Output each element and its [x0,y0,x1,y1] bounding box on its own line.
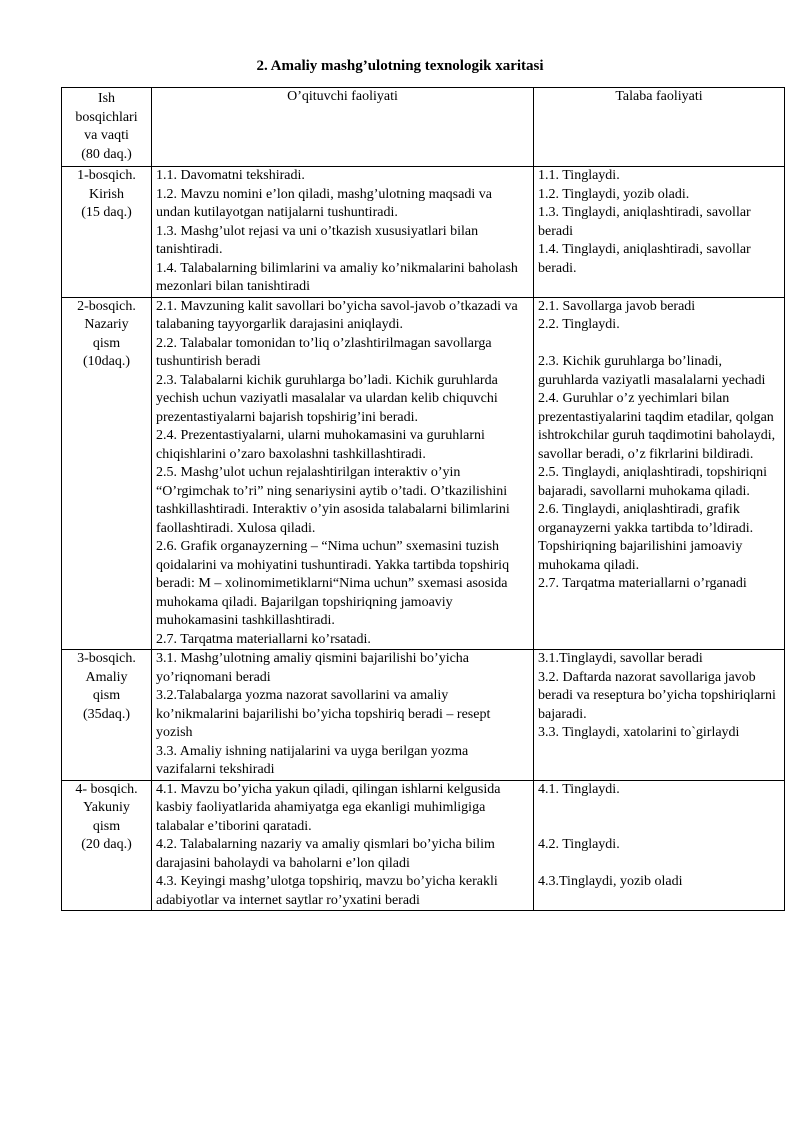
stage-cell [62,297,152,650]
student-item: 3.2. Daftarda nazorat savollariga javob beradi va reseptura bo’yicha topshiriqlarni bajaradi. [538,669,776,722]
student-item: 2.7. Tarqatma materiallarni o’rganadi [538,576,747,591]
student-item: 2.6. Tinglaydi, aniqlashtiradi, grafik organayzerni yakka tartibda to’ldiradi. Topshiriqning bajarilishini jamoaviy muhokama qiladi. [538,502,754,573]
teacher-item: 3.1. Mashg’ulotning amaliy qismini bajarilishi bo’yicha yo’riqnomani beradi [156,651,470,685]
header-stage-line: Ish [97,91,116,106]
spacer [538,335,780,354]
teacher-item: 1.4. Talabalarning bilimlarini va amaliy ko’nikmalarini baholash mezonlari bilan tanishtiradi [156,260,518,294]
stage-line: (20 daq.) [81,837,132,852]
teacher-item: 3.3. Amaliy ishning natijalarini va uyga berilgan yozma vazifalarni tekshiradi [156,743,469,777]
student-item: 4.1. Tinglaydi. [538,781,620,797]
teacher-item: 2.5. Mashg’ulot uchun rejalashtirilgan interaktiv o’yin “O’rgimchak to’ri” ning senariysini aytib o’tadi. O’tkazilishini tashkillashtiradi. Interaktiv o’yin asosida talabalarni bilimlarini faollashtiradi. Xulosa qiladi. [156,465,510,536]
teacher-item: 1.1. Davomatni tekshiradi. [156,168,305,183]
teacher-item: 2.2. Talabalar tomonidan to’liq o’zlashtirilmagan savollarga tushuntirish beradi [156,335,492,369]
teacher-activity-cell [152,650,534,781]
student-item: 1.2. Tinglaydi, yozib oladi. [538,186,690,202]
student-item: 4.2. Tinglaydi. [538,837,620,852]
student-activity-cell [534,780,785,911]
student-activity-cell [534,297,785,650]
student-item: 3.3. Tinglaydi, xatolarini to`girlaydi [538,725,740,740]
header-stage-line: bosqichlari [75,109,138,125]
student-item: 2.3. Kichik guruhlarga bo’linadi, guruhlarda vaziyatli masalalarni yechadi [538,354,766,388]
student-item: 1.1. Tinglaydi. [538,168,620,183]
stage-line: (15 daq.) [81,205,132,220]
stage-line: Yakuniy [83,800,130,815]
teacher-item: 4.3. Keyingi mashg’ulotga topshiriq, mavzu bo’yicha kerakli adabiyotlar va internet saytlar ro’yxatini beradi [156,874,498,908]
stage-line: (10daq.) [82,354,131,369]
stage-line: Amaliy [85,669,128,685]
header-stage-line: (80 daq.) [81,146,132,162]
stage-cell [62,167,152,298]
teacher-item: 4.1. Mavzu bo’yicha yakun qiladi, qilingan ishlarni kelgusida kasbiy faoliyatlarida ahamiyatga ega ekanligi muhimligiga talabalar e’tiborini qaratadi. [156,781,501,834]
teacher-activity-cell [152,780,534,911]
teacher-activity-cell [152,297,534,650]
stage-cell [62,650,152,781]
stage-line: 2-bosqich. [77,298,136,314]
teacher-item: 1.2. Mavzu nomini e’lon qiladi, mashg’ulotning maqsadi va undan kutilayotgan natijalarni tushuntiradi. [156,186,492,220]
teacher-item: 2.7. Tarqatma materiallarni ko’rsatadi. [156,631,371,647]
document-title: 2. Amaliy mashg’ulotning texnologik xaritasi [256,58,544,74]
student-item: 2.2. Tinglaydi. [538,317,620,332]
teacher-item: 2.6. Grafik organayzerning – “Nima uchun” sxemasini tuzish qoidalarini va mohiyatini tushuntiradi. Yakka tartibda topshiriq beradi: M – xolinomimetiklarni“Nima uchun” sxemasi asosida muhokama qiladi. Bajarilgan topshiriqning jamoaviy muhokamasini tashkillashtiradi. [156,539,510,628]
stage-line: 4- bosqich. [75,781,138,797]
teacher-item: 2.3. Talabalarni kichik guruhlarga bo’ladi. Kichik guruhlarda yechish uchun vaziyatli masalalar va ulardan kelib chiquvchi prezentastiyalarni bajarish topshirig’ini beradi. [156,372,498,425]
student-item: 2.5. Tinglaydi, aniqlashtiradi, topshiriqni bajaradi, savollarni muhokama qiladi. [538,465,768,499]
teacher-activity-cell [152,167,534,298]
stage-line: qism [92,818,121,834]
table-row [62,780,785,911]
student-activity-cell [534,167,785,298]
stage-line: 3-bosqich. [77,651,136,666]
student-item: 2.4. Guruhlar o’z yechimlari bilan prezentastiyalarini taqdim etadilar, qolgan ishtrokchilar guruh taqdimotini baholaydi, savollar beradi, o’z fikrlarini bildiradi. [538,391,776,462]
header-student-activity: Talaba faoliyati [534,88,785,167]
spacer [538,855,780,874]
student-item: 4.3.Tinglaydi, yozib oladi [538,874,683,889]
stage-line: Kirish [89,186,124,202]
stage-line: qism [92,335,121,351]
stage-line: (35daq.) [82,706,131,722]
student-activity-cell [534,650,785,781]
teacher-item: 2.4. Prezentastiyalarni, ularni muhokamasini va guruhlarni chiqishlarini o’zaro baxolashni tashkillashtiradi. [156,428,485,462]
teacher-item: 1.3. Mashg’ulot rejasi va uni o’tkazish xususiyatlari bilan tanishtiradi. [156,223,479,257]
teacher-item: 4.2. Talabalarning nazariy va amaliy qismlari bo’yicha bilim darajasini baholaydi va baholarni e’lon qiladi [156,837,495,871]
stage-line: Nazariy [84,317,129,332]
student-item: 3.1.Tinglaydi, savollar beradi [538,651,703,666]
stage-line: 1-bosqich. [77,168,136,183]
stage-cell [62,780,152,911]
student-item: 2.1. Savollarga javob beradi [538,298,696,314]
teacher-item: 3.2.Talabalarga yozma nazorat savollarini va amaliy ko’nikmalarini bajarilishi bo’yicha topshiriq beradi – resept yozish [156,688,491,740]
table-header-row [62,88,785,167]
student-item: 1.4. Tinglaydi, aniqlashtiradi, savollar beradi. [538,242,751,276]
spacer [538,799,780,836]
header-teacher-activity: O’qituvchi faoliyati [152,88,534,167]
student-item: 1.3. Tinglaydi, aniqlashtiradi, savollar beradi [538,205,751,239]
stage-line: qism [92,688,121,703]
teacher-item: 2.1. Mavzuning kalit savollari bo’yicha savol-javob o’tkazadi va talabaning tayyorgarlik darajasini aniqlaydi. [156,298,518,332]
table-row [62,650,785,781]
header-stage [62,88,152,167]
table-row [62,167,785,298]
table-row [62,297,785,650]
technology-map-table [61,87,785,911]
header-stage-line: va vaqti [84,128,129,143]
